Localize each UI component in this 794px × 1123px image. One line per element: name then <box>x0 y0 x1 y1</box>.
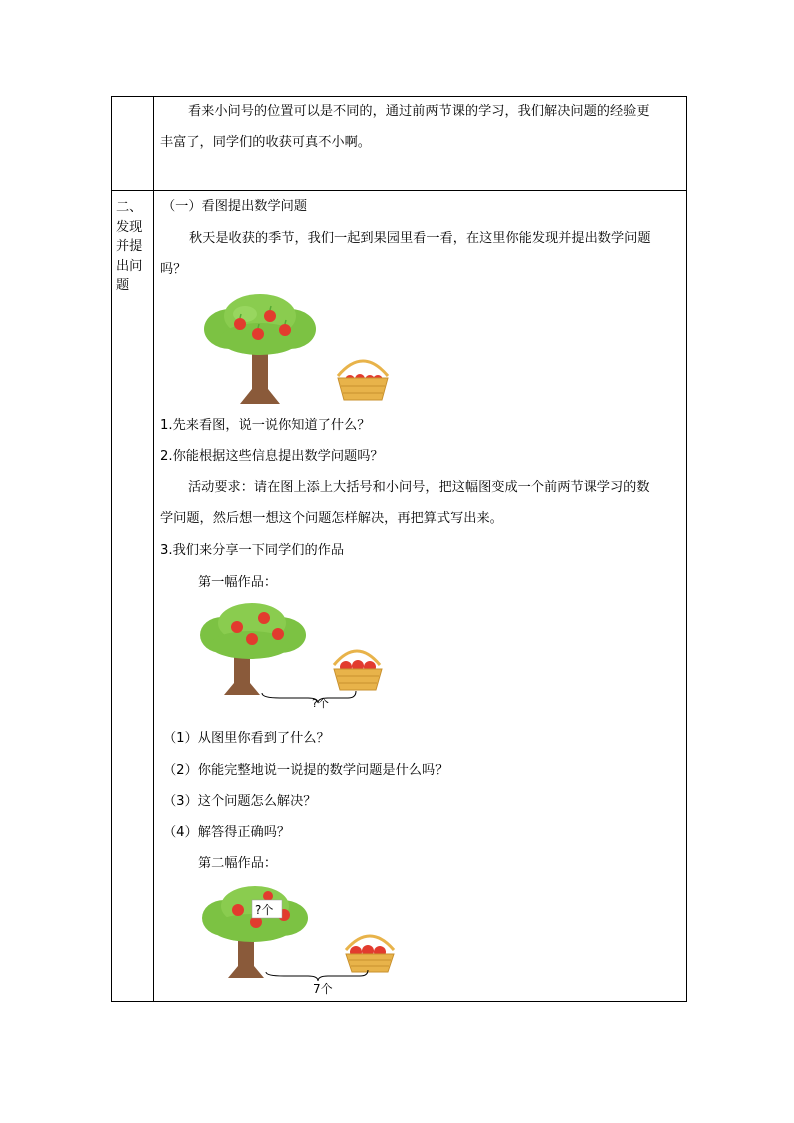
intro-line-2: 丰富了，同学们的收获可真不小啊。 <box>160 135 371 150</box>
intro-line-1: 看来小问号的位置可以是不同的，通过前两节课的学习，我们解决问题的经验更 <box>188 104 650 119</box>
sub-question-4: （4）解答得正确吗？ <box>163 825 291 840</box>
basket-icon <box>338 361 388 400</box>
work2-tree-label: ?个 <box>255 903 274 917</box>
section-label-line: 二、 <box>116 200 143 215</box>
section-label-line: 并提 <box>116 239 143 254</box>
section-heading: （一）看图提出数学问题 <box>162 199 308 214</box>
tree-icon <box>204 294 316 404</box>
table-column-divider <box>153 96 154 1002</box>
section-label-line: 出问 <box>116 258 143 274</box>
basket-icon <box>346 936 394 972</box>
table-row-divider <box>111 190 687 191</box>
activity-line-1: 活动要求：请在图上添上大括号和小问号，把这幅图变成一个前两节课学习的数 <box>188 480 650 495</box>
sub-question-1: （1）从图里你看到了什么？ <box>163 731 330 746</box>
question-3: 3.我们来分享一下同学们的作品 <box>160 543 345 558</box>
question-2: 2.你能根据这些信息提出数学问题吗？ <box>160 449 384 464</box>
work1-picture <box>200 605 390 710</box>
apple-tree-picture <box>200 294 400 406</box>
work2-brace-label: 7个 <box>313 982 333 996</box>
activity-line-2: 学问题，然后想一想这个问题怎样解决，再把算式写出来。 <box>160 511 503 526</box>
work1-brace-label: ?个 <box>312 697 329 710</box>
sub-question-3: （3）这个问题怎么解决？ <box>163 794 317 809</box>
section-label-line: 发现 <box>116 219 143 235</box>
work2-picture <box>200 888 400 996</box>
basket-icon <box>334 651 382 690</box>
section-label <box>116 198 150 296</box>
curly-brace <box>262 691 356 703</box>
sub-question-2: （2）你能完整地说一说提的数学问题是什么吗？ <box>163 763 449 778</box>
work1-label: 第一幅作品： <box>198 575 278 590</box>
tree-icon <box>200 603 306 695</box>
para1-line-2: 吗？ <box>160 262 187 277</box>
question-1: 1.先来看图，说一说你知道了什么？ <box>160 418 371 433</box>
para1-line-1: 秋天是收获的季节，我们一起到果园里看一看，在这里你能发现并提出数学问题 <box>189 231 651 246</box>
work2-label: 第二幅作品： <box>198 856 278 871</box>
section-label-line: 题 <box>116 278 130 293</box>
